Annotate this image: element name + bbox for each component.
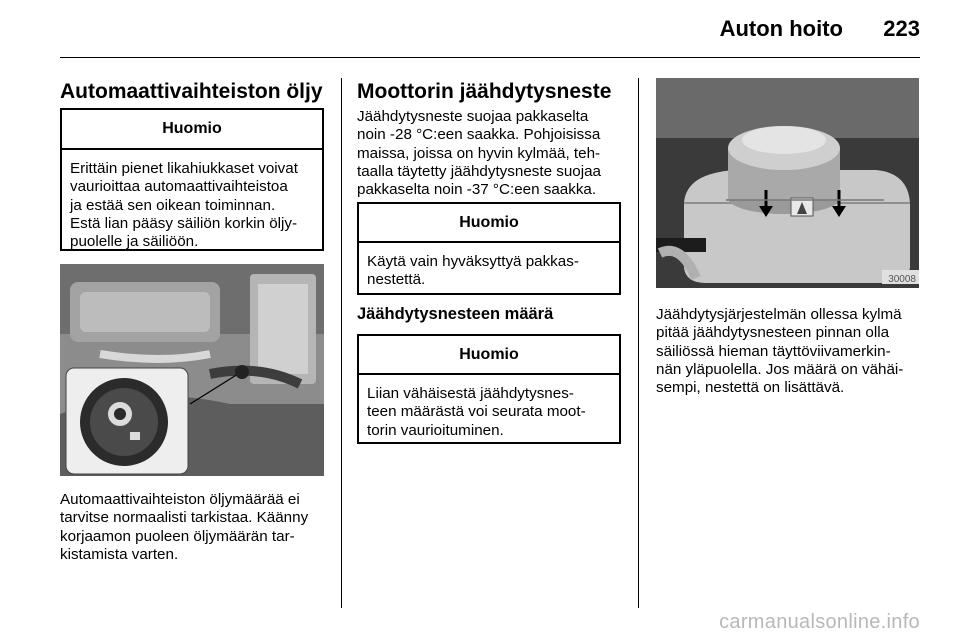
- coolant-intro-paragraph: Jäähdytysneste suojaa pakkaselta noin -28 °C:een saakka. Pohjoisissa maissa, joissa on hyvin kylmää, teh- taalla täytetty jäähdytysneste suojaa pakkaselta noin -37 °C:een saakka.: [357, 108, 601, 199]
- notice-text: Erittäin pienet likahiukkaset voivat vaurioittaa automaattivaihteistoa ja estää sen oikean toiminnan. Estä lian pääsy säiliön korkin öljy- puolelle ja säiliöön.: [70, 160, 298, 251]
- notice-heading: Huomio: [359, 336, 619, 375]
- notice-box-coolant-level: [357, 334, 621, 444]
- figure-number: 30008: [888, 274, 916, 285]
- notice-text: Liian vähäisestä jäähdytysnes- teen määrästä voi seurata moot- torin vaurioituminen.: [367, 385, 586, 439]
- column-divider-right: [638, 78, 639, 608]
- notice-box-transmission: [60, 108, 324, 251]
- transmission-oil-paragraph: Automaattivaihteiston öljymäärää ei tarvitse normaalisti tarkistaa. Käänny korjaamon puoleen öljymäärän tar- kistamista varten.: [60, 491, 309, 563]
- notice-text: Käytä vain hyväksyttyä pakkas- nestettä.: [367, 253, 579, 289]
- section-title-transmission-oil: Automaattivaihteiston öljy: [60, 80, 323, 103]
- subsection-title-coolant-level: Jäähdytysnesteen määrä: [357, 305, 554, 323]
- watermark-brand: carmanualsonline.info: [719, 611, 920, 633]
- engine-bay-photo: [60, 264, 324, 476]
- notice-heading: Huomio: [62, 110, 322, 150]
- notice-heading: Huomio: [359, 204, 619, 243]
- coolant-level-paragraph: Jäähdytysjärjestelmän ollessa kylmä pitää jäähdytysnesteen pinnan olla säiliössä hieman täyttöviivamerkin- nän yläpuolella. Jos määrä on vähäi- sempi, nestettä on lisättävä.: [656, 306, 904, 397]
- coolant-reservoir-photo: [656, 78, 919, 288]
- section-title-coolant: Moottorin jäähdytysneste: [357, 80, 612, 103]
- header-rule: [60, 57, 920, 58]
- notice-box-antifreeze: [357, 202, 621, 295]
- page-header-title: Auton hoito: [719, 16, 843, 41]
- page-number: 223: [883, 16, 920, 41]
- column-divider-left: [341, 78, 342, 608]
